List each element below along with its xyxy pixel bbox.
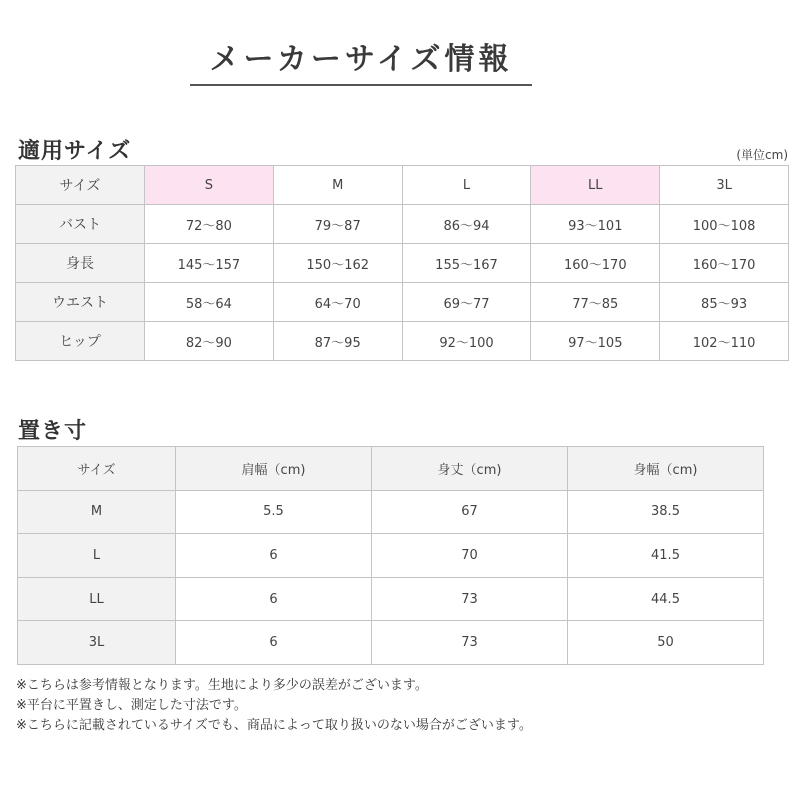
note-line: ※こちらは参考情報となります。生地により多少の誤差がございます。	[16, 678, 428, 693]
table-cell: 73	[372, 621, 568, 665]
table-row	[16, 205, 789, 244]
title-underline	[190, 84, 532, 86]
table-cell: 79〜87	[273, 205, 402, 244]
table-cell: 86〜94	[402, 205, 531, 244]
row-label: M	[18, 490, 176, 534]
note-line: ※平台に平置きし、測定した寸法です。	[16, 698, 247, 713]
size-table	[15, 165, 789, 361]
table-row	[16, 283, 789, 322]
size-table-header-row	[16, 166, 789, 205]
table-cell: 85〜93	[660, 283, 789, 322]
table-row	[16, 244, 789, 283]
table-cell: 41.5	[568, 534, 764, 578]
table-cell: 160〜170	[531, 244, 660, 283]
table-cell: 92〜100	[402, 322, 531, 361]
table-cell: 6	[176, 534, 372, 578]
table-cell: 38.5	[568, 490, 764, 534]
row-label: 身長	[16, 244, 145, 283]
unit-note: (単位cm)	[736, 148, 788, 162]
table-cell: 155〜167	[402, 244, 531, 283]
row-label: L	[18, 534, 176, 578]
measure-header-cell: 身丈（cm)	[372, 447, 568, 491]
table-cell: 97〜105	[531, 322, 660, 361]
size-header-cell: 3L	[660, 166, 789, 205]
table-cell: 160〜170	[660, 244, 789, 283]
table-cell: 87〜95	[273, 322, 402, 361]
size-header-cell: M	[273, 166, 402, 205]
table-row	[18, 490, 764, 534]
page-title: メーカーサイズ情報	[209, 42, 513, 77]
size-header-label: サイズ	[16, 166, 145, 205]
measure-header-cell: 身幅（cm)	[568, 447, 764, 491]
measure-header-label: サイズ	[18, 447, 176, 491]
table-cell: 100〜108	[660, 205, 789, 244]
table-row	[18, 534, 764, 578]
row-label: バスト	[16, 205, 145, 244]
table-cell: 77〜85	[531, 283, 660, 322]
row-label: ヒップ	[16, 322, 145, 361]
size-header-cell: S	[145, 166, 274, 205]
notes	[16, 676, 532, 736]
measure-section-title: 置き寸	[18, 419, 88, 444]
table-cell: 6	[176, 621, 372, 665]
table-cell: 102〜110	[660, 322, 789, 361]
table-cell: 50	[568, 621, 764, 665]
table-cell: 82〜90	[145, 322, 274, 361]
table-row	[18, 577, 764, 621]
table-cell: 73	[372, 577, 568, 621]
table-cell: 58〜64	[145, 283, 274, 322]
table-cell: 150〜162	[273, 244, 402, 283]
size-header-cell: LL	[531, 166, 660, 205]
table-cell: 72〜80	[145, 205, 274, 244]
table-cell: 6	[176, 577, 372, 621]
note-line: ※こちらに記載されているサイズでも、商品によって取り扱いのない場合がございます。	[16, 718, 532, 733]
table-cell: 5.5	[176, 490, 372, 534]
table-cell: 69〜77	[402, 283, 531, 322]
size-header-cell: L	[402, 166, 531, 205]
table-row	[16, 322, 789, 361]
table-cell: 70	[372, 534, 568, 578]
table-cell: 64〜70	[273, 283, 402, 322]
table-cell: 44.5	[568, 577, 764, 621]
row-label: LL	[18, 577, 176, 621]
table-cell: 145〜157	[145, 244, 274, 283]
table-cell: 93〜101	[531, 205, 660, 244]
row-label: ウエスト	[16, 283, 145, 322]
measure-header-cell: 肩幅（cm)	[176, 447, 372, 491]
table-cell: 67	[372, 490, 568, 534]
row-label: 3L	[18, 621, 176, 665]
table-row	[18, 621, 764, 665]
measure-table-header-row	[18, 447, 764, 491]
measure-table	[17, 446, 764, 665]
size-section-title: 適用サイズ	[18, 139, 132, 164]
